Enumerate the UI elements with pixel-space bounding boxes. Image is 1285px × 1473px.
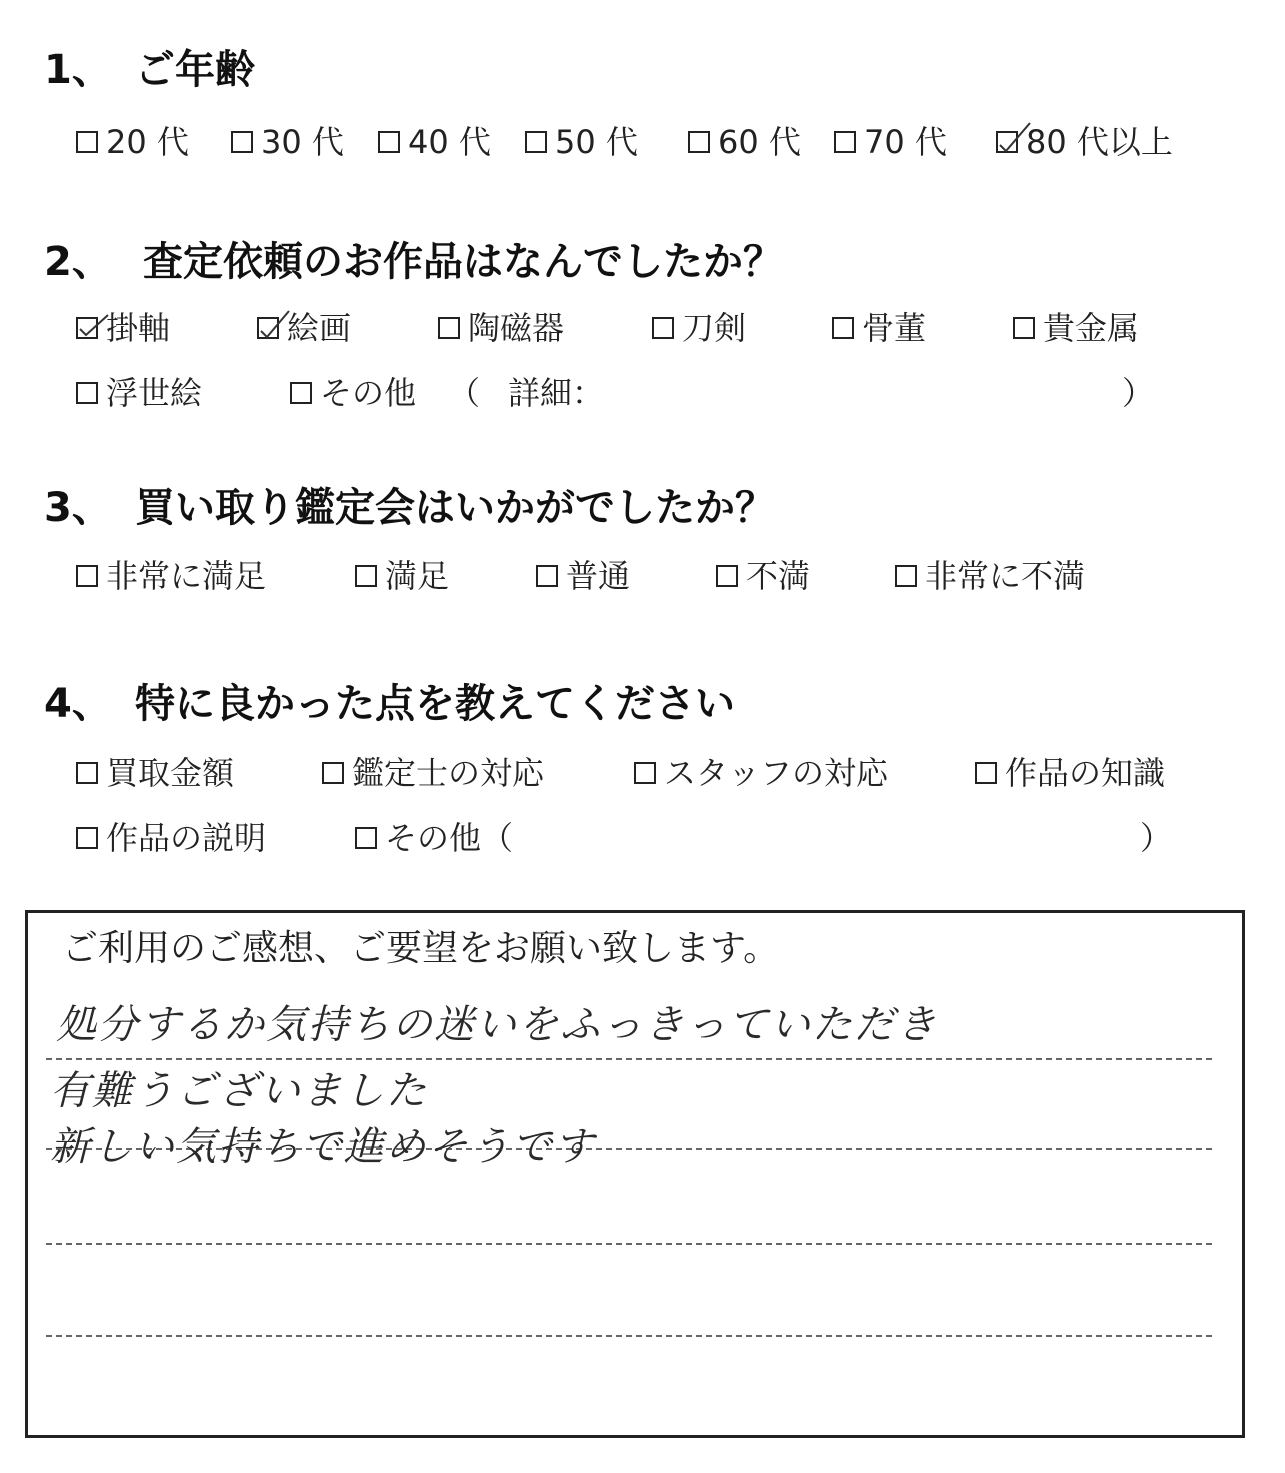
q1-option-70s[interactable] [834, 123, 947, 161]
option-label: その他（ [385, 819, 514, 857]
question-1-number: 1、 [44, 47, 112, 93]
q1-option-20s[interactable] [76, 123, 189, 161]
option-label: 浮世絵 [106, 374, 203, 412]
checkbox[interactable] [1013, 317, 1035, 339]
checkbox[interactable] [716, 565, 738, 587]
q4-option-staff[interactable] [634, 754, 889, 792]
q2-option-kakejiku[interactable] [76, 309, 171, 347]
option-label: 不満 [746, 557, 811, 595]
checkbox[interactable] [378, 131, 400, 153]
writing-line [46, 1335, 1212, 1337]
checkbox[interactable] [290, 382, 312, 404]
option-label: 貴金属 [1043, 309, 1140, 347]
q3-option-neutral[interactable] [536, 557, 631, 595]
q3-option-satisfied[interactable] [355, 557, 450, 595]
q2-option-other[interactable] [290, 374, 417, 412]
option-label: 作品の説明 [106, 819, 267, 857]
comment-prompt: ご利用のご感想、ご要望をお願い致します。 [62, 928, 780, 969]
option-label: 60 代 [718, 123, 801, 161]
comment-box[interactable] [25, 910, 1245, 1438]
option-label: 50 代 [555, 123, 638, 161]
option-label: 作品の知識 [1005, 754, 1166, 792]
option-label: 30 代 [261, 123, 344, 161]
detail-open-paren: （ [448, 374, 481, 412]
checkbox[interactable] [355, 827, 377, 849]
checkbox[interactable] [355, 565, 377, 587]
checkbox-checked[interactable] [257, 317, 279, 339]
option-label: 買取金額 [106, 754, 235, 792]
checkbox[interactable] [322, 762, 344, 784]
question-3-title: 買い取り鑑定会はいかがでしたか？ [135, 485, 775, 531]
checkbox[interactable] [634, 762, 656, 784]
handwritten-line-1: 処分するか気持ちの迷いをふっきっていただき [56, 1002, 938, 1048]
checkbox[interactable] [975, 762, 997, 784]
q2-option-ukiyoe[interactable] [76, 374, 203, 412]
option-label: 80 代以上 [1026, 123, 1173, 161]
q3-option-very-dissatisfied[interactable] [895, 557, 1086, 595]
option-label: その他 [320, 374, 417, 412]
q1-option-80s-plus[interactable] [996, 123, 1173, 161]
q4-option-purchase-price[interactable] [76, 754, 235, 792]
option-label: 絵画 [287, 309, 352, 347]
q1-option-50s[interactable] [525, 123, 638, 161]
checkbox[interactable] [76, 565, 98, 587]
checkbox[interactable] [834, 131, 856, 153]
q3-option-very-satisfied[interactable] [76, 557, 267, 595]
question-4-number: 4、 [44, 681, 112, 727]
q1-option-60s[interactable] [688, 123, 801, 161]
checkbox[interactable] [76, 131, 98, 153]
question-4-title: 特に良かった点を教えてください [135, 681, 735, 727]
q2-option-kaiga[interactable] [257, 309, 352, 347]
checkbox[interactable] [76, 762, 98, 784]
q4-option-explanation[interactable] [76, 819, 267, 857]
handwritten-line-3: 新しい気持ちで進めそうです [50, 1124, 596, 1170]
q4-option-appraiser[interactable] [322, 754, 545, 792]
option-label: スタッフの対応 [664, 754, 889, 792]
option-label: 非常に不満 [925, 557, 1086, 595]
q2-option-tojiki[interactable] [438, 309, 565, 347]
option-label: 満足 [385, 557, 450, 595]
writing-line [46, 1243, 1212, 1245]
q3-option-dissatisfied[interactable] [716, 557, 811, 595]
q4-option-other[interactable] [355, 819, 514, 857]
option-label: 普通 [566, 557, 631, 595]
option-label: 70 代 [864, 123, 947, 161]
option-label: 陶磁器 [468, 309, 565, 347]
option-label: 40 代 [408, 123, 491, 161]
other-close-paren: ） [1140, 819, 1173, 857]
checkbox[interactable] [525, 131, 547, 153]
writing-line [46, 1058, 1212, 1060]
option-label: 20 代 [106, 123, 189, 161]
checkbox[interactable] [438, 317, 460, 339]
q1-option-30s[interactable] [231, 123, 344, 161]
detail-close-paren: ） [1122, 374, 1155, 412]
q4-option-knowledge[interactable] [975, 754, 1166, 792]
checkbox[interactable] [536, 565, 558, 587]
option-label: 鑑定士の対応 [352, 754, 545, 792]
checkbox-checked[interactable] [996, 131, 1018, 153]
detail-label: 詳細： [508, 374, 605, 412]
checkbox[interactable] [895, 565, 917, 587]
checkbox[interactable] [652, 317, 674, 339]
checkbox[interactable] [231, 131, 253, 153]
question-3-number: 3、 [44, 485, 112, 531]
option-label: 刀剣 [682, 309, 747, 347]
handwritten-line-2: 有難うございました [50, 1068, 428, 1114]
checkbox[interactable] [832, 317, 854, 339]
question-1-title: ご年齢 [135, 47, 255, 93]
question-2-number: 2、 [44, 239, 112, 285]
checkbox[interactable] [76, 827, 98, 849]
q2-option-token[interactable] [652, 309, 747, 347]
checkbox[interactable] [688, 131, 710, 153]
checkbox-checked[interactable] [76, 317, 98, 339]
q2-option-kotto[interactable] [832, 309, 927, 347]
option-label: 非常に満足 [106, 557, 267, 595]
option-label: 骨董 [862, 309, 927, 347]
question-2-title: 査定依頼のお作品はなんでしたか？ [143, 239, 783, 285]
q2-option-kikinzoku[interactable] [1013, 309, 1140, 347]
q1-option-40s[interactable] [378, 123, 491, 161]
checkbox[interactable] [76, 382, 98, 404]
option-label: 掛軸 [106, 309, 171, 347]
